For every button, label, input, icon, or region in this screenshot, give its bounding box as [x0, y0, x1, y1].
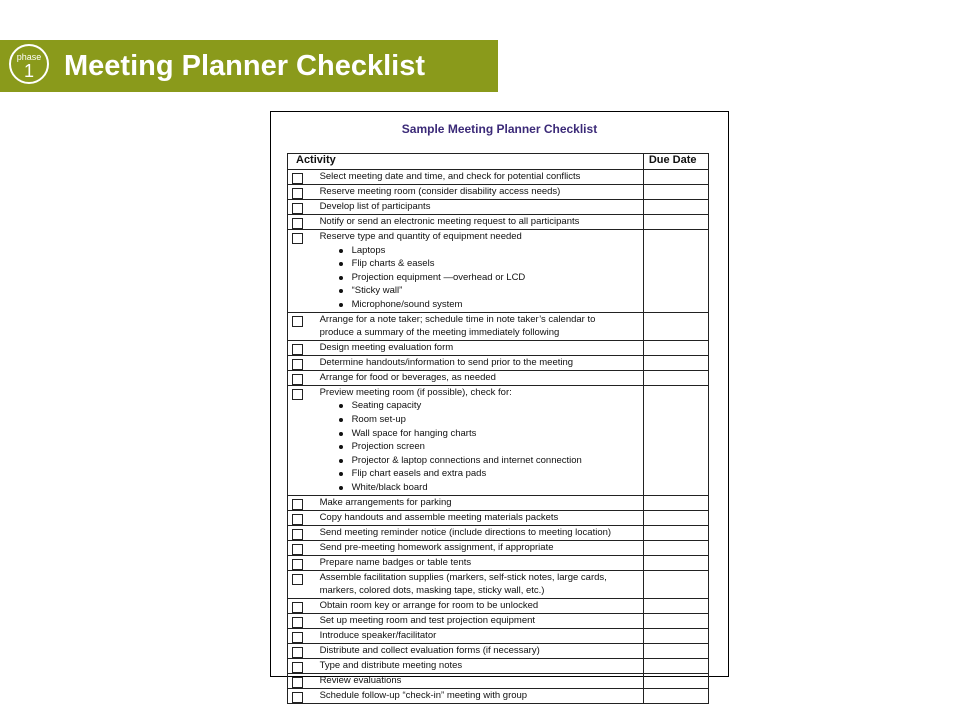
- due-date-cell[interactable]: [643, 643, 708, 658]
- table-row: [288, 540, 709, 555]
- activity-cell: [316, 643, 644, 658]
- due-date-cell[interactable]: [643, 540, 708, 555]
- page-title: Meeting Planner Checklist: [64, 50, 425, 82]
- activity-cell: [316, 525, 644, 540]
- activity-text: Distribute and collect evaluation forms (if necessary): [319, 644, 540, 656]
- table-row: [288, 510, 709, 525]
- due-date-cell[interactable]: [643, 570, 708, 598]
- table-row: [288, 570, 709, 598]
- checkbox[interactable]: [292, 529, 303, 540]
- activity-text: Develop list of participants: [319, 201, 431, 212]
- activity-text: Design meeting evaluation form: [319, 341, 454, 353]
- table-row: [288, 170, 709, 185]
- table-row: [288, 628, 709, 643]
- sub-item: Room set-up: [320, 413, 643, 427]
- checkbox-cell: [288, 495, 316, 510]
- activity-text: Review evaluations: [319, 674, 402, 686]
- table-row: [288, 230, 709, 313]
- sub-item: Wall space for hanging charts: [320, 427, 643, 441]
- table-row: [288, 370, 709, 385]
- activity-text: markers, colored dots, masking tape, sticky wall, etc.): [319, 585, 545, 597]
- due-date-cell[interactable]: [643, 340, 708, 355]
- checkbox[interactable]: [292, 344, 303, 355]
- activity-text: Make arrangements for parking: [319, 496, 452, 508]
- due-date-cell[interactable]: [643, 598, 708, 613]
- activity-cell: [316, 658, 644, 673]
- table-row: [288, 525, 709, 540]
- activity-text: Introduce speaker/facilitator: [319, 629, 437, 641]
- table-row: [288, 613, 709, 628]
- activity-text: Determine handouts/information to send prior to the meeting: [319, 356, 574, 368]
- activity-cell: [316, 555, 644, 570]
- checkbox[interactable]: [292, 662, 303, 673]
- checkbox[interactable]: [292, 233, 303, 244]
- phase-word: phase: [16, 52, 42, 62]
- checkbox[interactable]: [292, 316, 303, 327]
- phase-number: 1: [23, 61, 34, 81]
- sub-item: Flip chart easels and extra pads: [320, 467, 643, 481]
- checkbox[interactable]: [292, 544, 303, 555]
- activity-text: Arrange for a note taker; schedule time in note taker’s calendar to: [319, 313, 596, 325]
- activity-cell: [316, 215, 644, 230]
- checkbox[interactable]: [292, 374, 303, 385]
- activity-header: [288, 154, 644, 170]
- checkbox[interactable]: [292, 389, 303, 400]
- sub-item: White/black board: [320, 481, 643, 495]
- activity-cell: [316, 340, 644, 355]
- table-row: [288, 555, 709, 570]
- checkbox[interactable]: [292, 617, 303, 628]
- due-date-cell[interactable]: [643, 555, 708, 570]
- activity-cell: [316, 628, 644, 643]
- table-row: [288, 385, 709, 495]
- due-date-cell[interactable]: [643, 658, 708, 673]
- checkbox[interactable]: [292, 559, 303, 570]
- activity-text: Reserve meeting room (consider disability access needs): [319, 186, 561, 197]
- table-row: [288, 658, 709, 673]
- table-row: [288, 598, 709, 613]
- checkbox[interactable]: [292, 499, 303, 510]
- activity-cell: [316, 510, 644, 525]
- activity-text: Notify or send an electronic meeting request to all participants: [319, 216, 580, 227]
- due-date-cell[interactable]: [643, 385, 708, 495]
- checkbox-cell: [288, 688, 316, 703]
- checkbox[interactable]: [292, 677, 303, 688]
- checkbox[interactable]: [292, 218, 303, 229]
- activity-text: Prepare name badges or table tents: [319, 556, 472, 568]
- due-date-cell[interactable]: [643, 673, 708, 688]
- table-row: [288, 495, 709, 510]
- activity-cell: [316, 540, 644, 555]
- activity-text: Select meeting date and time, and check for potential conflicts: [319, 171, 581, 182]
- table-row: [288, 185, 709, 200]
- checkbox[interactable]: [292, 514, 303, 525]
- due-date-cell[interactable]: [643, 355, 708, 370]
- due-date-cell[interactable]: [643, 185, 708, 200]
- activity-cell: [316, 170, 644, 185]
- checkbox-cell: [288, 673, 316, 688]
- checklist-table: [287, 153, 709, 704]
- activity-text: Set up meeting room and test projection equipment: [319, 614, 536, 626]
- checkbox-cell: [288, 215, 316, 230]
- checkbox-cell: [288, 230, 316, 313]
- checkbox-cell: [288, 613, 316, 628]
- checkbox-cell: [288, 570, 316, 598]
- table-row: [288, 355, 709, 370]
- activity-cell: [316, 598, 644, 613]
- due-date-cell[interactable]: [643, 525, 708, 540]
- checkbox-cell: [288, 540, 316, 555]
- sub-item: “Sticky wall”: [320, 284, 643, 298]
- due-date-cell[interactable]: [643, 495, 708, 510]
- checkbox[interactable]: [292, 188, 303, 199]
- due-date-cell[interactable]: [643, 628, 708, 643]
- checkbox-cell: [288, 370, 316, 385]
- checkbox-cell: [288, 312, 316, 340]
- activity-cell: [316, 185, 644, 200]
- table-row: [288, 200, 709, 215]
- due-date-cell[interactable]: [643, 312, 708, 340]
- checklist-document: [270, 111, 729, 701]
- checkbox[interactable]: [292, 203, 303, 214]
- due-date-header: [643, 154, 708, 170]
- due-date-cell[interactable]: [643, 370, 708, 385]
- checkbox-cell: [288, 658, 316, 673]
- activity-text: Copy handouts and assemble meeting materials packets: [319, 511, 559, 523]
- checkbox-cell: [288, 340, 316, 355]
- activity-cell: [316, 613, 644, 628]
- due-date-cell[interactable]: [643, 688, 708, 703]
- checkbox-cell: [288, 355, 316, 370]
- sub-item: Projection equipment —overhead or LCD: [320, 271, 643, 285]
- checkbox[interactable]: [292, 647, 303, 658]
- activity-text: produce a summary of the meeting immediately following: [319, 327, 560, 339]
- table-row: [288, 340, 709, 355]
- title-banner: [0, 40, 498, 92]
- due-date-cell[interactable]: [643, 613, 708, 628]
- activity-text: Reserve type and quantity of equipment needed: [319, 231, 522, 242]
- checkbox-cell: [288, 170, 316, 185]
- due-date-cell[interactable]: [643, 200, 708, 215]
- checkbox[interactable]: [292, 574, 303, 585]
- activity-text: Preview meeting room (if possible), check for:: [319, 386, 512, 398]
- table-row: [288, 312, 709, 340]
- activity-cell: [316, 688, 644, 703]
- activity-cell: [316, 230, 644, 313]
- checkbox-cell: [288, 200, 316, 215]
- activity-cell: [316, 570, 644, 598]
- activity-text: Type and distribute meeting notes: [319, 659, 463, 671]
- checkbox-cell: [288, 555, 316, 570]
- due-date-cell[interactable]: [643, 510, 708, 525]
- checkbox[interactable]: [292, 602, 303, 613]
- table-row: [288, 673, 709, 688]
- activity-text: Schedule follow-up “check-in” meeting with group: [319, 689, 528, 701]
- checkbox[interactable]: [292, 632, 303, 643]
- activity-cell: [316, 200, 644, 215]
- table-row: [288, 688, 709, 703]
- activity-header-label: Activity: [296, 154, 336, 166]
- checkbox-cell: [288, 525, 316, 540]
- activity-cell: [316, 370, 644, 385]
- activity-text: Send meeting reminder notice (include directions to meeting location): [319, 526, 612, 538]
- activity-cell: [316, 312, 644, 340]
- sub-item: Seating capacity: [320, 399, 643, 413]
- checkbox-cell: [288, 510, 316, 525]
- checkbox-cell: [288, 598, 316, 613]
- activity-text: Send pre-meeting homework assignment, if appropriate: [319, 541, 554, 553]
- table-header-row: [288, 154, 709, 170]
- due-date-header-label: Due Date: [648, 154, 697, 166]
- activity-cell: [316, 673, 644, 688]
- phase-badge: [9, 44, 49, 84]
- table-row: [288, 215, 709, 230]
- table-row: [288, 643, 709, 658]
- due-date-cell[interactable]: [643, 170, 708, 185]
- sub-item: Microphone/sound system: [320, 298, 643, 312]
- activity-cell: [316, 385, 644, 495]
- activity-text: Arrange for food or beverages, as needed: [319, 371, 496, 383]
- checkbox-cell: [288, 643, 316, 658]
- activity-text: Assemble facilitation supplies (markers, self-stick notes, large cards,: [319, 571, 607, 583]
- checkbox-cell: [288, 628, 316, 643]
- checkbox[interactable]: [292, 359, 303, 370]
- document-title: Sample Meeting Planner Checklist: [401, 122, 598, 136]
- activity-text: Obtain room key or arrange for room to be unlocked: [319, 599, 539, 611]
- activity-cell: [316, 495, 644, 510]
- sub-item: Laptops: [320, 244, 643, 258]
- due-date-cell[interactable]: [643, 215, 708, 230]
- checkbox-cell: [288, 385, 316, 495]
- sub-item: Projection screen: [320, 440, 643, 454]
- sub-item: Projector & laptop connections and internet connection: [320, 454, 643, 468]
- checkbox[interactable]: [292, 173, 303, 184]
- checkbox[interactable]: [292, 692, 303, 703]
- checkbox-cell: [288, 185, 316, 200]
- activity-cell: [316, 355, 644, 370]
- checklist-body: [288, 170, 709, 704]
- sub-item: Flip charts & easels: [320, 257, 643, 271]
- due-date-cell[interactable]: [643, 230, 708, 313]
